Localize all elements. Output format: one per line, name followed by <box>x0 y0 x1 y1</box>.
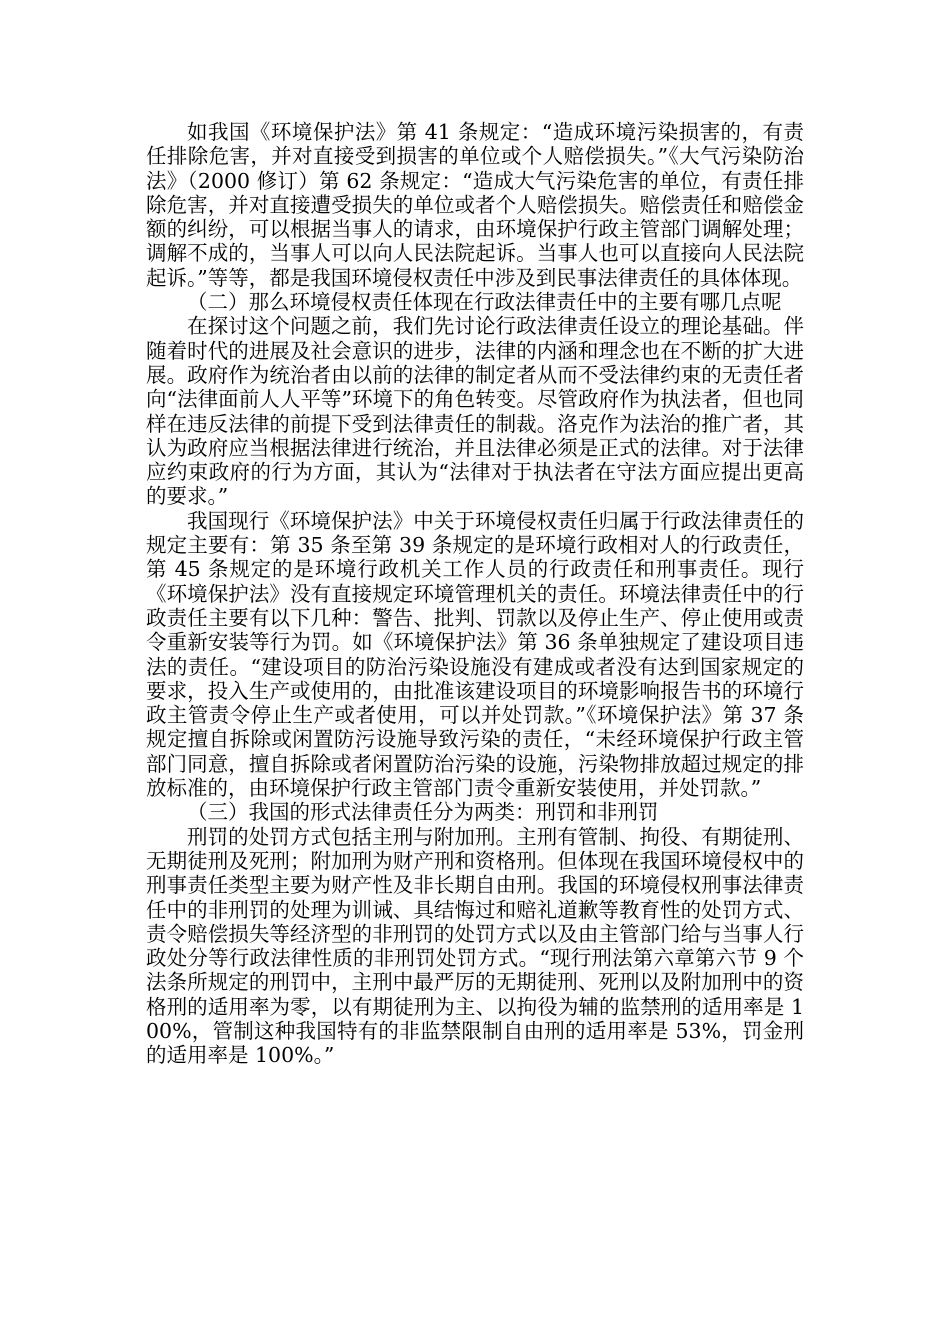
paragraph-criminal-penalties: 刑罚的处罚方式包括主刑与附加刑。主刑有管制、拘役、有期徒刑、无期徒刑及死刑；附加刑为财产刑和资格刑。但体现在我国环境侵权中的刑事责任类型主要为财产性及非长期自由刑。我国的环境侵权刑事法律责任中的非刑罚的处理为训诫、具结悔过和赔礼道歉等教育性的处罚方式、责令赔偿损失等经济型的非刑罚的处罚方式以及由主管部门给与当事人行政处分等行政法律性质的非刑罚处罚方式。“现行刑法第六章第六节 9 个法条所规定的刑罚中，主刑中最严厉的无期徒刑、死刑以及附加刑中的资格刑的适用率为零，以有期徒刑为主、以拘役为辅的监禁刑的适用率是 100%，管制这种我国特有的非监禁限制自由刑的适用率是 53%，罚金刑的适用率是 100%。” <box>146 824 804 1068</box>
document-body <box>146 120 804 1068</box>
paragraph-administrative-theory: 在探讨这个问题之前，我们先讨论行政法律责任设立的理论基础。伴随着时代的进展及社会意识的进步，法律的内涵和理念也在不断的扩大进展。政府作为统治者由以前的法律的制定者从而不受法律约束的无责任者向“法律面前人人平等”环境下的角色转变。尽管政府作为执法者，但也同样在违反法律的前提下受到法律责任的制裁。洛克作为法治的推广者，其认为政府应当根据法律进行统治，并且法律必须是正式的法律。对于法律应约束政府的行为方面，其认为“法律对于执法者在守法方面应提出更高的要求。” <box>146 314 804 509</box>
section-heading-administrative-liability: （二）那么环境侵权责任体现在行政法律责任中的主要有哪几点呢 <box>187 290 782 315</box>
paragraph-civil-liability-examples: 如我国《环境保护法》第 41 条规定：“造成环境污染损害的，有责任排除危害，并对直接受到损害的单位或个人赔偿损失。”《大气污染防治法》（2000 修订）第 62 条规定：“造成大气污染危害的单位，有责任排除危害，并对直接遭受损失的单位或者个人赔偿损失。赔偿责任和赔偿金额的纠纷，可以根据当事人的请求，由环境保护行政主管部门调解处理；调解不成的，当事人可以向人民法院起诉。当事人也可以直接向人民法院起诉。”等等，都是我国环境侵权责任中涉及到民事法律责任的具体体现。 <box>146 120 804 290</box>
section-heading-criminal-liability: （三）我国的形式法律责任分为两类：刑罚和非刑罚 <box>187 800 659 825</box>
paragraph-administrative-provisions: 我国现行《环境保护法》中关于环境侵权责任归属于行政法律责任的规定主要有：第 35 条至第 39 条规定的是环境行政相对人的行政责任，第 45 条规定的是环境行政机关工作人员的行政责任和刑事责任。现行《环境保护法》没有直接规定环境管理机关的责任。环境法律责任中的行政责任主要有以下几种：警告、批判、罚款以及停止生产、停止使用或责令重新安装等行为罚。如《环境保护法》第 36 条单独规定了建设项目违法的责任。“建设项目的防治污染设施没有建成或者没有达到国家规定的要求，投入生产或使用的，由批准该建设项目的环境影响报告书的环境行政主管责令停止生产或者使用，可以并处罚款。”《环境保护法》第 37 条规定擅自拆除或闲置防污设施导致污染的责任，“未经环境保护行政主管部门同意，擅自拆除或者闲置防治污染的设施，污染物排放超过规定的排放标准的，由环境保护行政主管部门责令重新安装使用，并处罚款。” <box>146 508 804 801</box>
